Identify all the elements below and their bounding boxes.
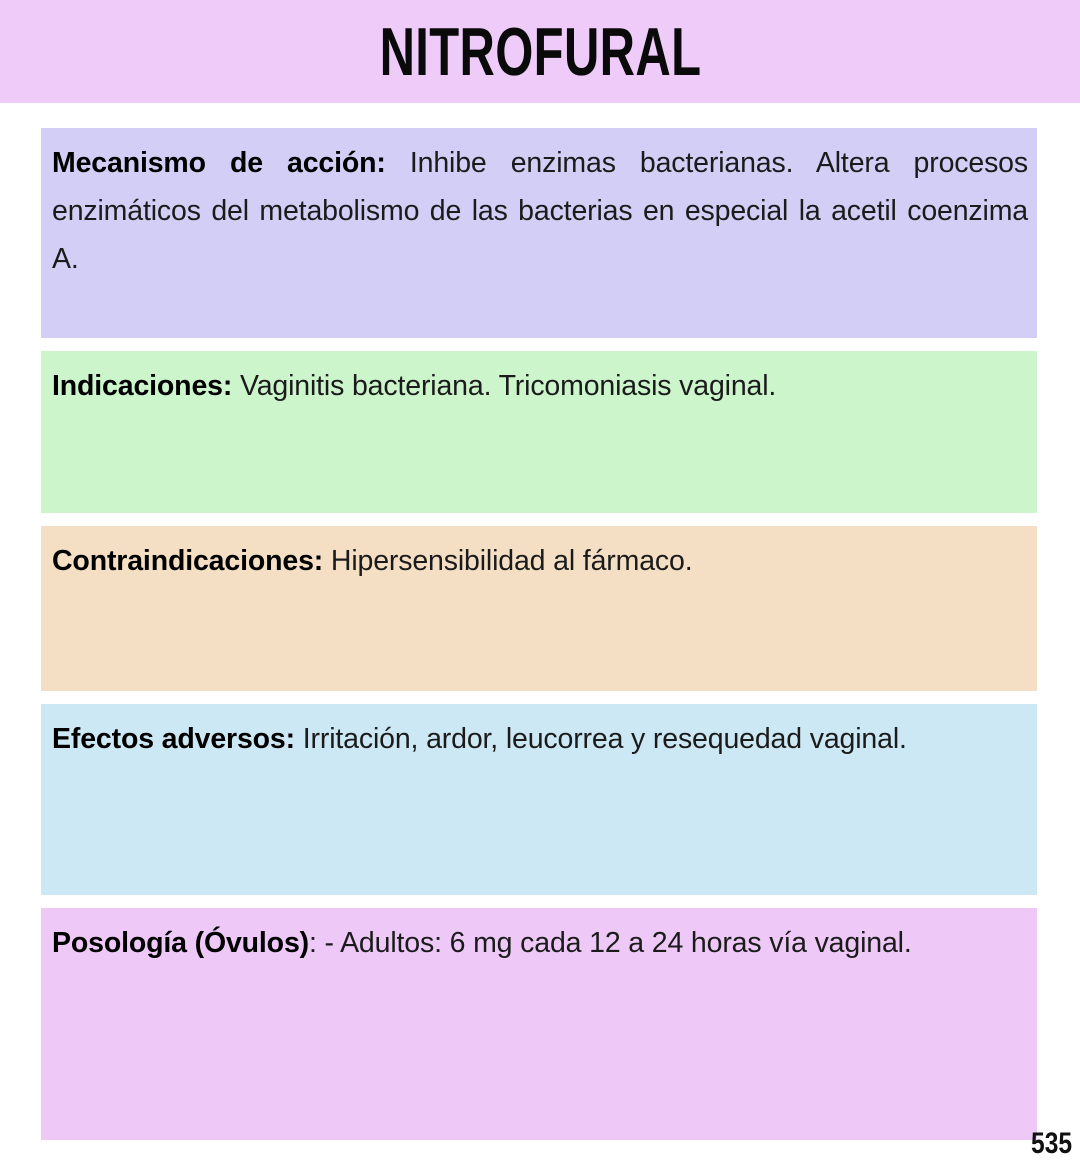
section-indicaciones	[41, 351, 1037, 513]
section-label: Mecanismo de acción:	[52, 147, 386, 179]
sections-container	[41, 128, 1037, 1140]
section-body: Irritación, ardor, leucorrea y resequedad vaginal.	[294, 723, 907, 755]
section-label: Efectos adversos:	[52, 723, 295, 755]
page-title: NITROFURAL	[379, 13, 701, 90]
section-text	[52, 919, 1028, 967]
section-label: Posología (Óvulos)	[52, 927, 309, 959]
section-label: Contraindicaciones:	[52, 545, 324, 577]
section-body: : - Adultos: 6 mg cada 12 a 24 horas vía vaginal.	[309, 927, 912, 959]
section-posologia-ovulos	[41, 908, 1037, 1140]
section-efectos-adversos	[41, 704, 1037, 895]
section-text	[52, 139, 1028, 283]
section-label: Indicaciones:	[52, 370, 233, 402]
page-number: 535	[1030, 1127, 1072, 1160]
title-band	[0, 0, 1080, 103]
section-body: Hipersensibilidad al fármaco.	[323, 545, 693, 577]
section-body: Inhibe enzimas bacterianas. Altera procesos enzimáticos del metabolismo de las bacterias en especial la acetil coenzima A.	[52, 147, 1028, 276]
section-text	[52, 715, 1028, 763]
section-mecanismo-de-accion	[41, 128, 1037, 338]
section-text	[52, 362, 1028, 410]
section-text	[52, 537, 1028, 585]
section-body: Vaginitis bacteriana. Tricomoniasis vaginal.	[232, 370, 777, 402]
section-contraindicaciones	[41, 526, 1037, 691]
